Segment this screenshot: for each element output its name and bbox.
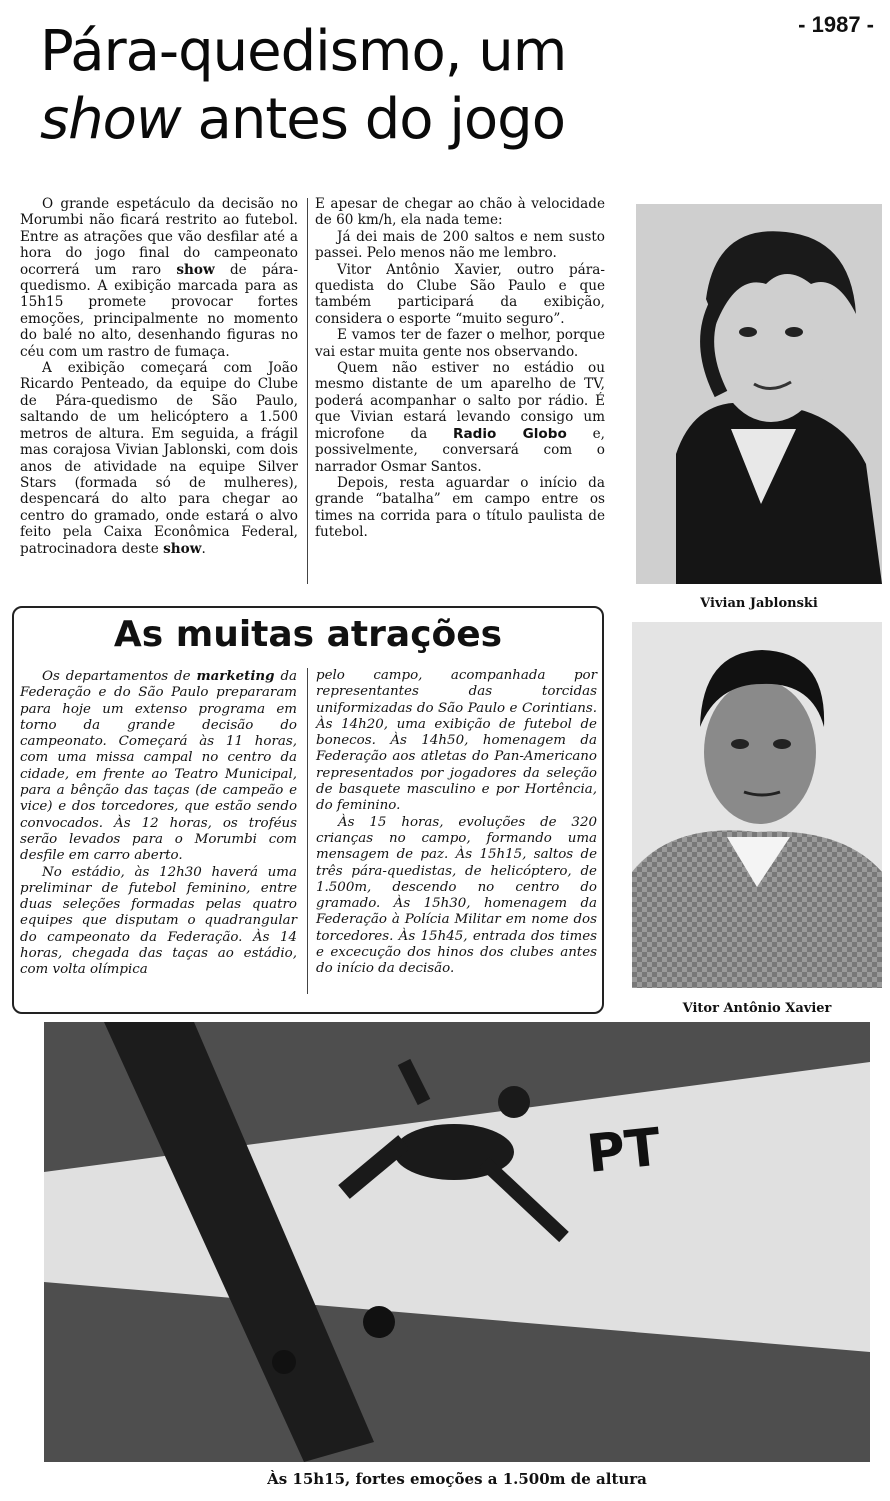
article-paragraph: Já dei mais de 200 saltos e nem susto passei. Pelo menos não me lembro. [315, 228, 605, 262]
text-run: . [201, 540, 206, 557]
article-paragraph: Depois, resta aguardar o início da grande “batalha” em campo entre os times na corrida para o título paulista de futebol. [315, 474, 605, 541]
headline-show-word: show [40, 87, 181, 152]
text-run: Radio Globo [452, 425, 567, 442]
text-run: Os departamentos de [42, 669, 197, 684]
vitor-photo [632, 622, 882, 988]
article-paragraph: E vamos ter de fazer o melhor, porque vai estar muita gente nos observando. [315, 327, 605, 360]
article-paragraph [315, 360, 605, 475]
year-label: - 1987 - [798, 12, 874, 37]
article-paragraph [20, 360, 298, 557]
article-paragraph: Vitor Antônio Xavier, outro pára-quedista do Clube São Paulo e que também participará da exibição, considera o esporte “muito seguro”. [315, 261, 605, 327]
column-divider [307, 198, 308, 584]
text-run: marketing [196, 668, 275, 684]
box-column-2 [316, 668, 597, 978]
text-run: de pára-quedismo. A exibição marcada para as 15h15 promete provocar fortes emoções, principalmente no momento do balé no alto, desenhando figuras no céu com um rastro de fumaça. [20, 261, 298, 360]
text-run: A exibição começará com João Ricardo Penteado, da equipe do Clube de Pára-quedismo de São Paulo, saltando de um helicóptero a 1.500 metros de altura. Em seguida, a frágil mas corajosa Vivian Jablonski, com dois anos de atividade na equipe Silver Stars (formada só de mulheres), despencará do alto para chegar ao centro do gramado, onde estará o alvo feito pela Caixa Econômica Federal, patrocinadora deste [20, 360, 298, 557]
box-paragraph: No estádio, às 12h30 haverá uma preliminar de futebol feminino, entre duas seleções formadas pelas quatro equipes que disputam o quadrangular do campeonato da Federação. Às 14 horas, chegada das taças ao estádio, com volta olímpica [20, 864, 297, 978]
plane-caption: Às 15h15, fortes emoções a 1.500m de altura [267, 1470, 647, 1488]
plane-marking: PT [584, 1117, 664, 1185]
text-run: show [163, 540, 202, 557]
headline-line-1: Pára-quedismo, um [40, 19, 567, 84]
box-paragraph: Às 15 horas, evoluções de 320 crianças no campo, formando uma mensagem de paz. Às 15h15, saltos de três pára-quedistas, de helicóptero, de 1.500m, descendo no centro do gramado. Às 15h30, homenagem da Federação à Polícia Militar em nome dos torcedores. Às 15h45, entrada dos times e excecução dos hinos dos clubes antes do início da decisão. [316, 814, 597, 977]
box-column-divider [307, 668, 308, 994]
article-column-2 [315, 196, 605, 541]
box-paragraph: pelo campo, acompanhada por representantes das torcidas uniformizadas do São Paulo e Corintians. Às 14h20, uma exibição de futebol de bonecos. Às 14h50, homenagem da Federação aos atletas do Pan-Americano representados por jogadores da seleção de basquete masculino e por Hortência, do feminino. [316, 668, 597, 814]
box-paragraph [20, 668, 297, 865]
headline [40, 18, 780, 154]
vitor-photo-illustration [632, 622, 882, 988]
vivian-photo-illustration [636, 204, 882, 584]
vivian-caption: Vivian Jablonski [700, 596, 818, 611]
headline-line-2-rest: antes do jogo [180, 87, 565, 152]
box-title: As muitas atrações [113, 614, 503, 655]
text-run: O grande espetáculo da decisão no Morumbi não ficará restrito ao futebol. Entre as atrações que vão desfilar até a hora do jogo final do campeonato ocorrerá um raro [20, 196, 298, 278]
article-paragraph [20, 196, 298, 360]
text-run: da Federação e do São Paulo prepararam para hoje um extenso programa em torno da grande decisão do campeonato. Começará às 11 horas, com uma missa campal no centro da cidade, em frente ao Teatro Municipal, para a bênção das taças (de campeão e vice) e dos torcedores, que estão sendo convocados. Às 12 horas, os troféus serão levados para o Morumbi com desfile em carro aberto. [20, 669, 297, 864]
plane-photo [44, 1022, 870, 1462]
text-run: e, possivelmente, conversará com o narrador Osmar Santos. [315, 425, 605, 475]
vitor-caption: Vitor Antônio Xavier [682, 1001, 832, 1016]
vivian-photo [636, 204, 882, 584]
plane-photo-illustration [44, 1022, 870, 1462]
article-column-1 [20, 196, 298, 557]
article-paragraph: E apesar de chegar ao chão à velocidade de 60 km/h, ela nada teme: [315, 196, 605, 229]
headline-line-2 [40, 86, 780, 154]
box-column-1 [20, 668, 297, 979]
text-run: Quem não estiver no estádio ou mesmo distante de um aparelho de TV, poderá acompanhar o salto por rádio. É que Vivian estará levando consigo um microfone da [315, 360, 605, 442]
text-run: show [176, 261, 215, 278]
